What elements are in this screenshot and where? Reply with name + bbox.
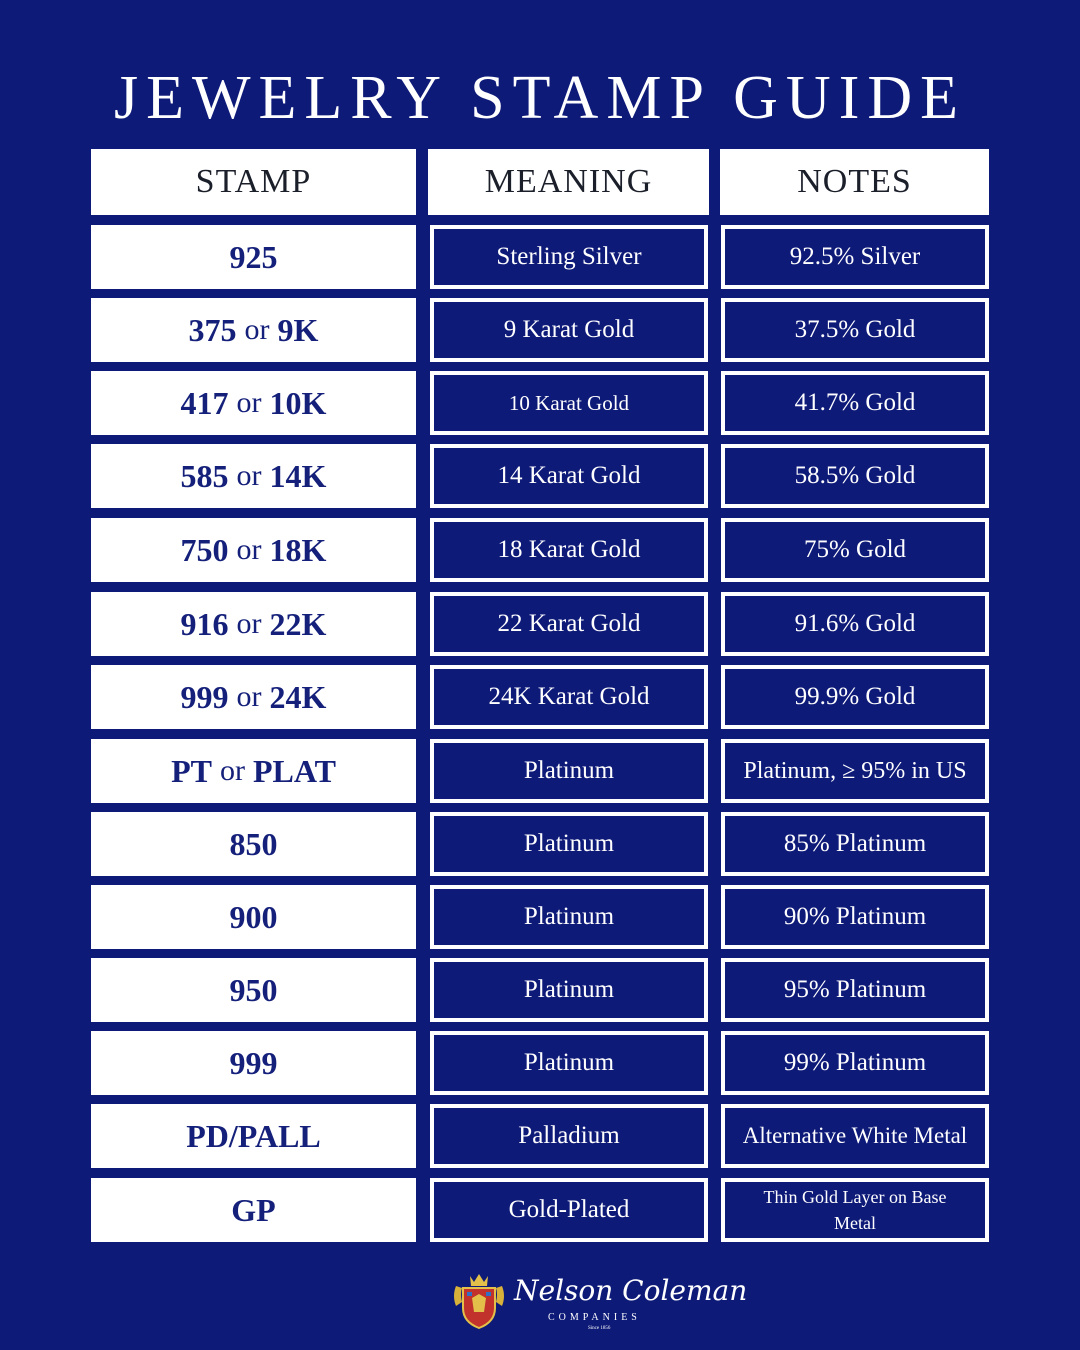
meaning-cell: Gold-Plated (430, 1178, 708, 1242)
stamp-cell (91, 592, 416, 656)
company-logo (452, 1272, 748, 1334)
stamp-cell (91, 885, 416, 949)
stamp-code: PD/PALL (186, 1117, 321, 1154)
stamp-cell (91, 225, 416, 289)
stamp-cell (91, 958, 416, 1022)
meaning-cell: Platinum (430, 812, 708, 876)
header-notes: NOTES (720, 149, 989, 215)
notes-cell: 41.7% Gold (721, 371, 989, 435)
stamp-code: PT (171, 752, 212, 789)
stamp-code-alt: 18K (269, 531, 327, 568)
or-separator: or (219, 754, 245, 787)
notes-cell: 90% Platinum (721, 885, 989, 949)
stamp-cell (91, 1178, 416, 1242)
stamp-cell (91, 665, 416, 729)
header-meaning: MEANING (428, 149, 709, 215)
or-separator: or (236, 459, 262, 492)
stamp-code: GP (231, 1191, 276, 1228)
company-name: Nelson Coleman (514, 1274, 748, 1307)
meaning-cell: Platinum (430, 958, 708, 1022)
stamp-cell (91, 739, 416, 803)
notes-cell: 37.5% Gold (721, 298, 989, 362)
notes-cell: Platinum, ≥ 95% in US (721, 739, 989, 803)
or-separator: or (244, 313, 270, 346)
page-title: JEWELRY STAMP GUIDE (114, 64, 966, 132)
meaning-cell: Palladium (430, 1104, 708, 1168)
or-separator: or (236, 386, 262, 419)
header-stamp: STAMP (91, 149, 416, 215)
notes-cell: Alternative White Metal (721, 1104, 989, 1168)
notes-cell: 91.6% Gold (721, 592, 989, 656)
stamp-cell (91, 518, 416, 582)
stamp-cell (91, 371, 416, 435)
meaning-cell: 14 Karat Gold (430, 444, 708, 508)
notes-cell: 95% Platinum (721, 958, 989, 1022)
stamp-code-alt: 14K (269, 457, 327, 494)
stamp-code: 585 (180, 457, 229, 494)
notes-cell: 75% Gold (721, 518, 989, 582)
meaning-cell: 10 Karat Gold (430, 371, 708, 435)
stamp-code: 950 (229, 971, 278, 1008)
stamp-cell (91, 1104, 416, 1168)
stamp-code: 925 (229, 238, 278, 275)
or-separator: or (236, 607, 262, 640)
notes-cell: 92.5% Silver (721, 225, 989, 289)
meaning-cell: 24K Karat Gold (430, 665, 708, 729)
stamp-cell (91, 812, 416, 876)
stamp-code: 850 (229, 825, 278, 862)
or-separator: or (236, 680, 262, 713)
stamp-code-alt: 22K (269, 605, 327, 642)
meaning-cell: Platinum (430, 885, 708, 949)
stamp-code-alt: 24K (269, 678, 327, 715)
stamp-code: 375 (188, 311, 237, 348)
or-separator: or (236, 533, 262, 566)
stamp-code: 750 (180, 531, 229, 568)
notes-cell: 99.9% Gold (721, 665, 989, 729)
company-subtitle: COMPANIES (548, 1312, 641, 1323)
stamp-code: 900 (229, 898, 278, 935)
heraldic-crest-icon (452, 1272, 506, 1330)
stamp-code-alt: 9K (277, 311, 319, 348)
notes-cell: 99% Platinum (721, 1031, 989, 1095)
notes-cell: 85% Platinum (721, 812, 989, 876)
notes-cell: Thin Gold Layer on Base Metal (721, 1178, 989, 1242)
stamp-code: 417 (180, 384, 229, 421)
stamp-code: 999 (180, 678, 229, 715)
stamp-cell (91, 298, 416, 362)
meaning-cell: 9 Karat Gold (430, 298, 708, 362)
stamp-code: 999 (229, 1044, 278, 1081)
meaning-cell: 18 Karat Gold (430, 518, 708, 582)
stamp-code: 916 (180, 605, 229, 642)
notes-cell: 58.5% Gold (721, 444, 989, 508)
meaning-cell: 22 Karat Gold (430, 592, 708, 656)
stamp-code-alt: 10K (269, 384, 327, 421)
meaning-cell: Sterling Silver (430, 225, 708, 289)
meaning-cell: Platinum (430, 739, 708, 803)
meaning-cell: Platinum (430, 1031, 708, 1095)
stamp-cell (91, 1031, 416, 1095)
company-since: Since 1856 (588, 1326, 611, 1331)
stamp-code-alt: PLAT (252, 752, 336, 789)
stamp-cell (91, 444, 416, 508)
